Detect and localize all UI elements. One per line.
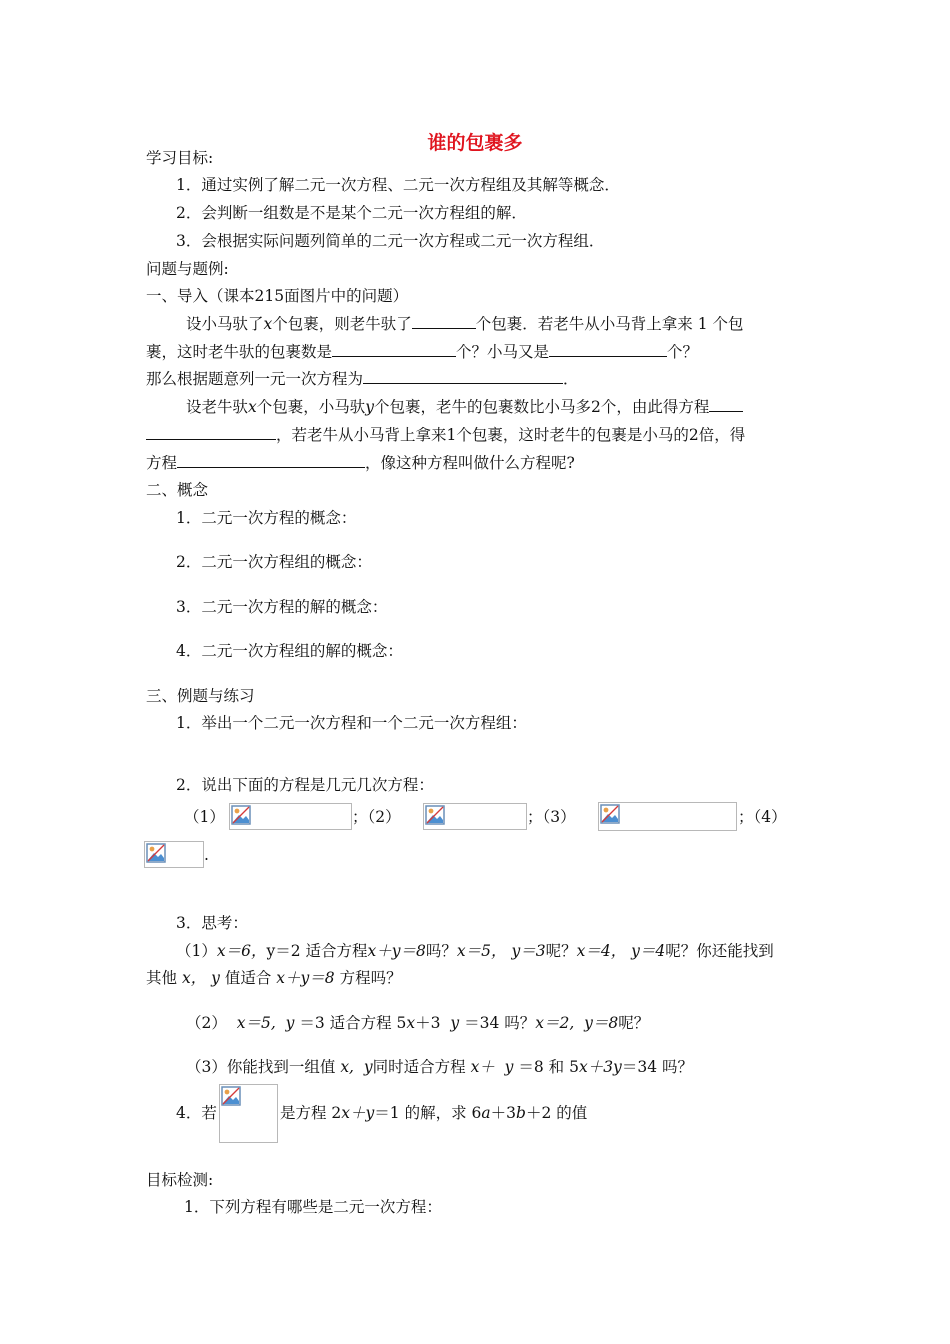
var-y: y — [365, 398, 375, 416]
q-text: 是方程 2 — [280, 1104, 342, 1122]
q-text: ＋3 — [490, 1104, 516, 1122]
q-text: 其他 — [146, 969, 178, 987]
intro-p1-line1 — [186, 314, 744, 334]
intro-p1-line2 — [146, 342, 698, 362]
think-heading: 3．思考： — [176, 914, 248, 932]
q-math: x — [406, 1014, 416, 1032]
q-math: x＝5， — [456, 942, 507, 960]
intro-text: 个包裹，小马驮 — [256, 398, 366, 416]
intro-text: 裹，这时老牛驮的包裹数是 — [146, 343, 333, 361]
q-math: x＋y＝8 — [276, 969, 335, 987]
goal-item-1: 1．通过实例了解二元一次方程、二元一次方程组及其解等概念． — [176, 176, 620, 194]
intro-text: 设小马驮了 — [186, 315, 264, 333]
q-math: b — [516, 1104, 526, 1122]
page-title: 谁的包裹多 — [427, 132, 523, 154]
example-q1: 1．举出一个二元一次方程和一个二元一次方程组： — [176, 714, 527, 732]
problems-heading: 问题与题例: — [146, 260, 229, 278]
think-3 — [186, 1057, 693, 1077]
q-math: x, — [340, 1058, 354, 1076]
example-q2: 2．说出下面的方程是几元几次方程： — [176, 776, 434, 794]
intro-p2-line1 — [186, 397, 743, 417]
concept-item-3: 3．二元一次方程的解的概念： — [176, 598, 388, 616]
q-math: y＝8 — [584, 1014, 619, 1032]
q-text: 呢？你还能找到 — [665, 942, 774, 960]
intro-text: 那么根据题意列一元一次方程为 — [146, 370, 364, 388]
intro-heading: 一、导入（课本215面图片中的问题） — [146, 287, 409, 305]
example-q4-prefix: 4．若 — [176, 1104, 217, 1122]
answer-blank[interactable] — [177, 453, 365, 468]
q-math: x， — [181, 969, 207, 987]
q-math: y＝3 — [511, 942, 546, 960]
intro-text: ，若老牛从小马背上拿来1个包裹，这时老牛的包裹是小马的2倍，得 — [276, 426, 746, 444]
examples-heading: 三、例题与练习 — [146, 687, 255, 705]
concepts-heading: 二、概念 — [146, 481, 209, 499]
q-text: ＝34 吗？ — [464, 1014, 536, 1032]
intro-text: ，像这种方程叫做什么方程呢? — [365, 454, 575, 472]
intro-text: 个包裹，则老牛驮了 — [272, 315, 412, 333]
broken-image-icon — [231, 805, 251, 825]
answer-blank[interactable] — [709, 397, 743, 412]
answer-blank[interactable] — [549, 342, 667, 357]
q2-label-2: ；（2） — [352, 808, 401, 826]
q-text: ＝3 适合方程 5 — [299, 1014, 407, 1032]
goal-item-2: 2．会判断一组数是不是某个二元一次方程组的解． — [176, 204, 527, 222]
q-text: y＝2 适合方程 — [266, 942, 368, 960]
broken-image-icon — [146, 843, 166, 863]
think-1-line2 — [146, 968, 402, 988]
q-math: x＝4， — [576, 942, 627, 960]
intro-p1-line3 — [146, 369, 579, 389]
broken-image-icon — [425, 805, 445, 825]
equation-image-4 — [144, 841, 204, 868]
q2-label-1: （1） — [184, 808, 225, 826]
q2-label-3: ；（3） — [527, 808, 576, 826]
q-math: y — [285, 1014, 295, 1032]
q-math: y — [211, 969, 220, 987]
intro-p2-line2 — [146, 425, 745, 445]
q-text: 同时适合方程 — [372, 1058, 466, 1076]
q-text: ＋3 — [415, 1014, 441, 1032]
equation-system-image — [219, 1084, 278, 1143]
q-math: x＋3y — [578, 1058, 622, 1076]
think-1-line1 — [176, 941, 774, 961]
equation-image-2 — [423, 803, 527, 830]
intro-text: 个包裹．若老牛从小马背上拿来 1 个包 — [475, 315, 744, 333]
q-math: x＋ — [470, 1058, 495, 1076]
answer-blank[interactable] — [332, 342, 456, 357]
q-math: y＝4 — [631, 942, 666, 960]
q-math: y — [450, 1014, 460, 1032]
broken-image-icon — [600, 804, 620, 824]
intro-p2-line3 — [146, 453, 575, 473]
q-text: （2） — [186, 1014, 227, 1032]
intro-text: 方程 — [146, 454, 178, 472]
var-x: x — [263, 315, 273, 333]
q-text: 值适合 — [224, 969, 272, 987]
q-math: x＋y＝8 — [367, 942, 426, 960]
q-text: 呢？ — [545, 942, 577, 960]
broken-image-icon — [221, 1086, 241, 1106]
equation-image-1 — [229, 803, 352, 830]
answer-blank[interactable] — [412, 314, 476, 329]
intro-text: 个包裹，老牛的包裹数比小马多2个，由此得方程 — [374, 398, 710, 416]
q-text: （1） — [176, 942, 217, 960]
q-math: y — [363, 1058, 373, 1076]
q-text: 方程吗？ — [339, 969, 402, 987]
concept-item-2: 2．二元一次方程组的概念： — [176, 553, 372, 571]
check-q1: 1．下列方程有哪些是二元一次方程： — [184, 1198, 442, 1216]
think-2 — [186, 1013, 649, 1033]
equation-image-3 — [598, 802, 737, 831]
q-text: ＝34 吗？ — [621, 1058, 693, 1076]
q-text: ＝1 的解，求 6 — [374, 1104, 482, 1122]
q2-end-period: . — [204, 846, 209, 864]
concept-item-1: 1．二元一次方程的概念： — [176, 509, 357, 527]
concept-item-4: 4．二元一次方程组的解的概念： — [176, 642, 403, 660]
q-math: x＋y — [341, 1104, 375, 1122]
intro-text: 设老牛驮 — [186, 398, 249, 416]
q-math: a — [481, 1104, 491, 1122]
q2-label-4: ；（4） — [738, 808, 787, 826]
q-text: 呢？ — [618, 1014, 650, 1032]
goal-item-3: 3．会根据实际问题列简单的二元一次方程或二元一次方程组． — [176, 232, 605, 250]
answer-blank[interactable] — [363, 369, 563, 384]
q-text: 吗？ — [425, 942, 457, 960]
intro-text: 个？ — [667, 343, 699, 361]
q-text: ＝8 和 5 — [518, 1058, 579, 1076]
q-math: y — [504, 1058, 514, 1076]
q-text: （3）你能找到一组值 — [186, 1058, 336, 1076]
example-q4-text — [280, 1103, 587, 1123]
goals-heading: 学习目标: — [146, 149, 214, 167]
check-heading: 目标检测: — [146, 1171, 214, 1189]
intro-text: ． — [563, 370, 579, 388]
q-math: x＝5, — [236, 1014, 276, 1032]
q-text: ＋2 的值 — [525, 1104, 588, 1122]
intro-text: 个？小马又是 — [456, 343, 550, 361]
q-math: x＝6， — [216, 942, 267, 960]
q-math: x＝2, — [535, 1014, 575, 1032]
answer-blank[interactable] — [146, 425, 276, 440]
var-x: x — [248, 398, 257, 416]
